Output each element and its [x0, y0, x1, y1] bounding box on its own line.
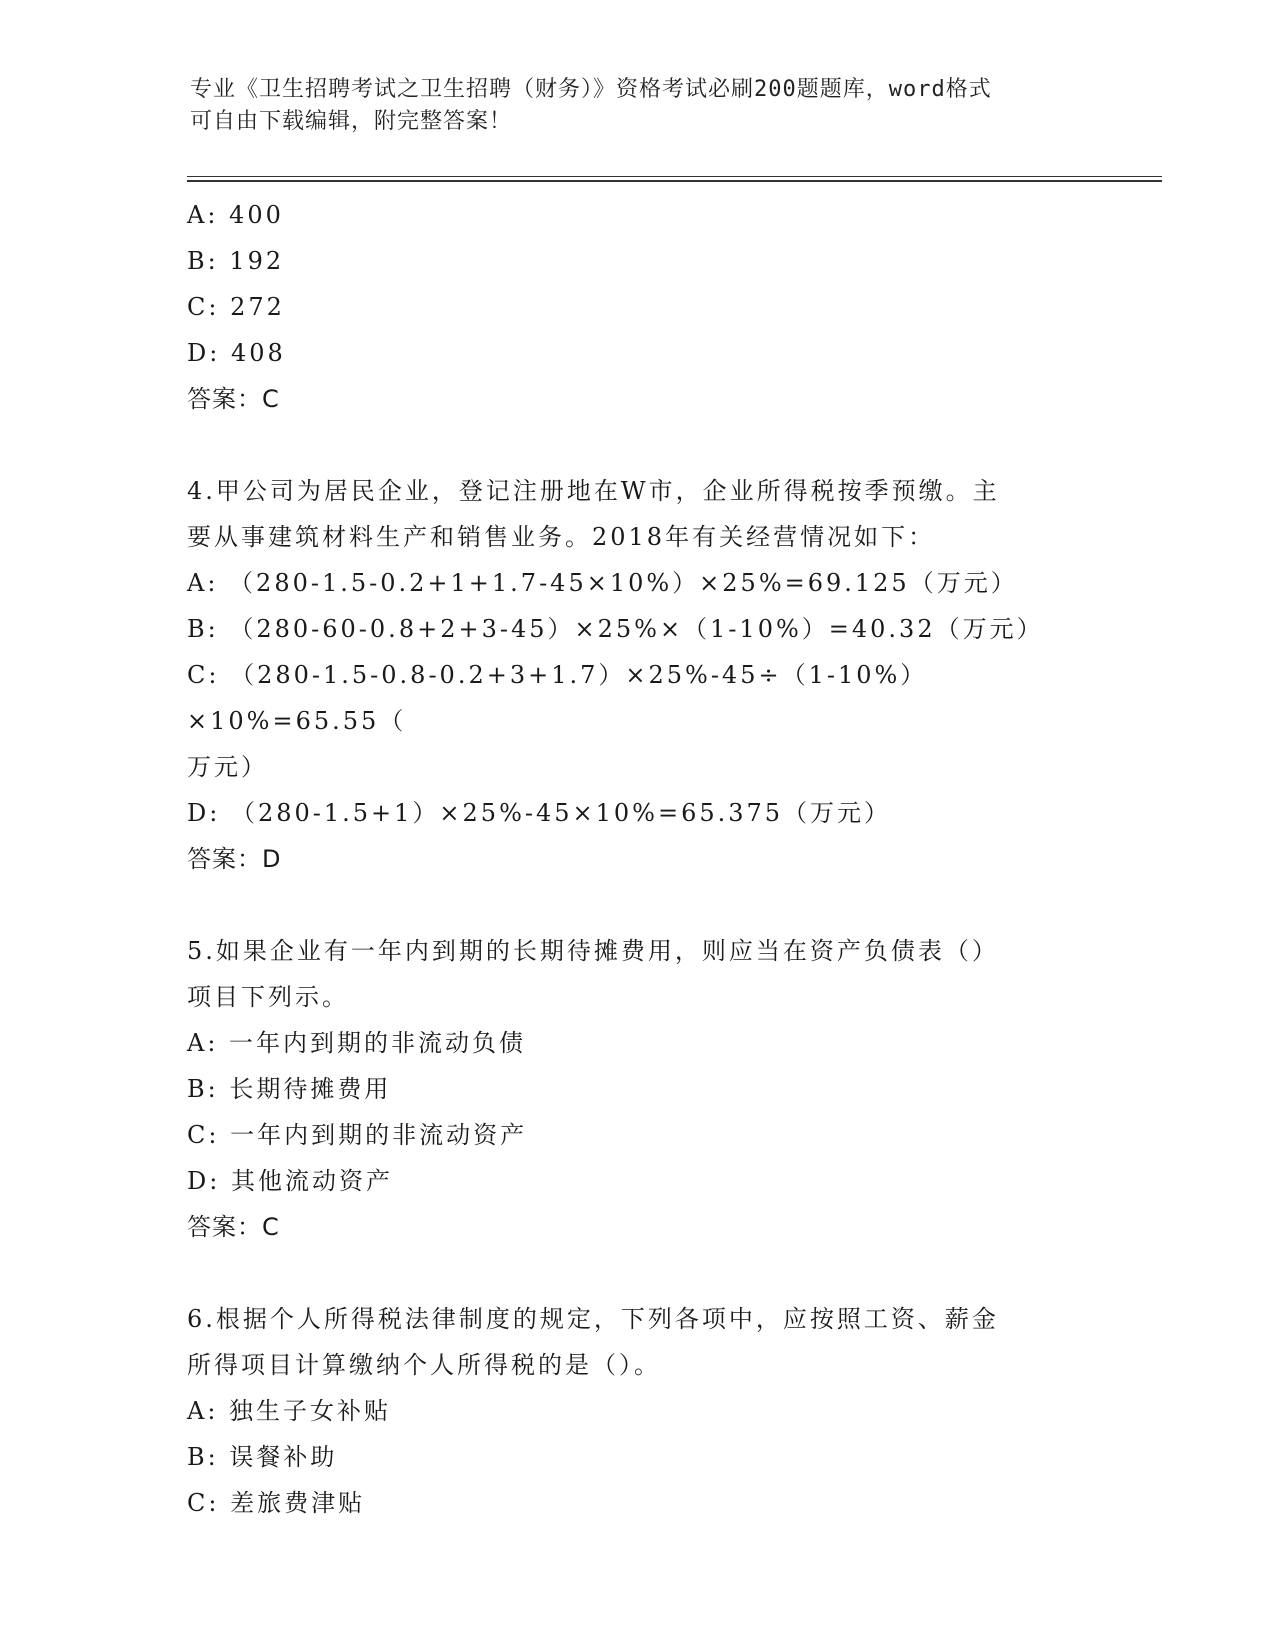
option-c: C: 272: [187, 293, 285, 321]
option-c: C: 差旅费津贴: [187, 1489, 366, 1517]
answer: 答案：C: [187, 1213, 280, 1241]
answer: 答案：C: [187, 385, 280, 413]
option-b: B: 长期待摊费用: [187, 1075, 392, 1103]
option-a: A: 一年内到期的非流动负债: [187, 1029, 527, 1057]
question-title-line: 6.根据个人所得税法律制度的规定，下列各项中，应按照工资、薪金: [187, 1305, 999, 1333]
spacer: [187, 422, 1087, 468]
header-line-2: 可自由下载编辑，附完整答案！: [190, 109, 513, 134]
option-d: D: 408: [187, 339, 286, 367]
option-a: A: （280-1.5-0.2+1+1.7-45×10%）×25%=69.125（万元）: [187, 569, 1018, 597]
option-c: C: 一年内到期的非流动资产: [187, 1121, 528, 1149]
header-divider: [187, 176, 1162, 182]
document-header: [190, 74, 1070, 138]
header-line-1: 专业《卫生招聘考试之卫生招聘（财务）》资格考试必刷200题题库，word格式: [190, 77, 992, 102]
option-a: A: 400: [187, 201, 284, 229]
option-b: B: 误餐补助: [187, 1443, 338, 1471]
option-c-continued: 万元）: [187, 753, 268, 781]
question-4: [187, 468, 1087, 882]
option-d: D: 其他流动资产: [187, 1167, 393, 1195]
question-title-line: 要从事建筑材料生产和销售业务。2018年有关经营情况如下：: [187, 523, 936, 551]
question-title-line: 所得项目计算缴纳个人所得税的是（）。: [187, 1351, 661, 1379]
question-title-line: 4.甲公司为居民企业，登记注册地在W市，企业所得税按季预缴。主: [187, 477, 1000, 505]
question-title-line: 5.如果企业有一年内到期的长期待摊费用，则应当在资产负债表（）: [187, 937, 999, 965]
spacer: [187, 882, 1087, 928]
question-3: [187, 192, 1087, 422]
question-5: [187, 928, 1087, 1250]
option-a: A: 独生子女补贴: [187, 1397, 392, 1425]
spacer: [187, 1250, 1087, 1296]
option-b: B: （280-60-0.8+2+3-45）×25%×（1-10%）=40.32（万元）: [187, 615, 1044, 643]
answer: 答案：D: [187, 845, 282, 873]
question-title-line: 项目下列示。: [187, 983, 349, 1011]
option-d: D: （280-1.5+1）×25%-45×10%=65.375（万元）: [187, 799, 892, 827]
question-content: [187, 192, 1087, 1526]
question-6: [187, 1296, 1087, 1526]
option-b: B: 192: [187, 247, 285, 275]
option-c: C: （280-1.5-0.8-0.2+3+1.7）×25%-45÷（1-10%）×10%=65.55（: [187, 661, 928, 735]
